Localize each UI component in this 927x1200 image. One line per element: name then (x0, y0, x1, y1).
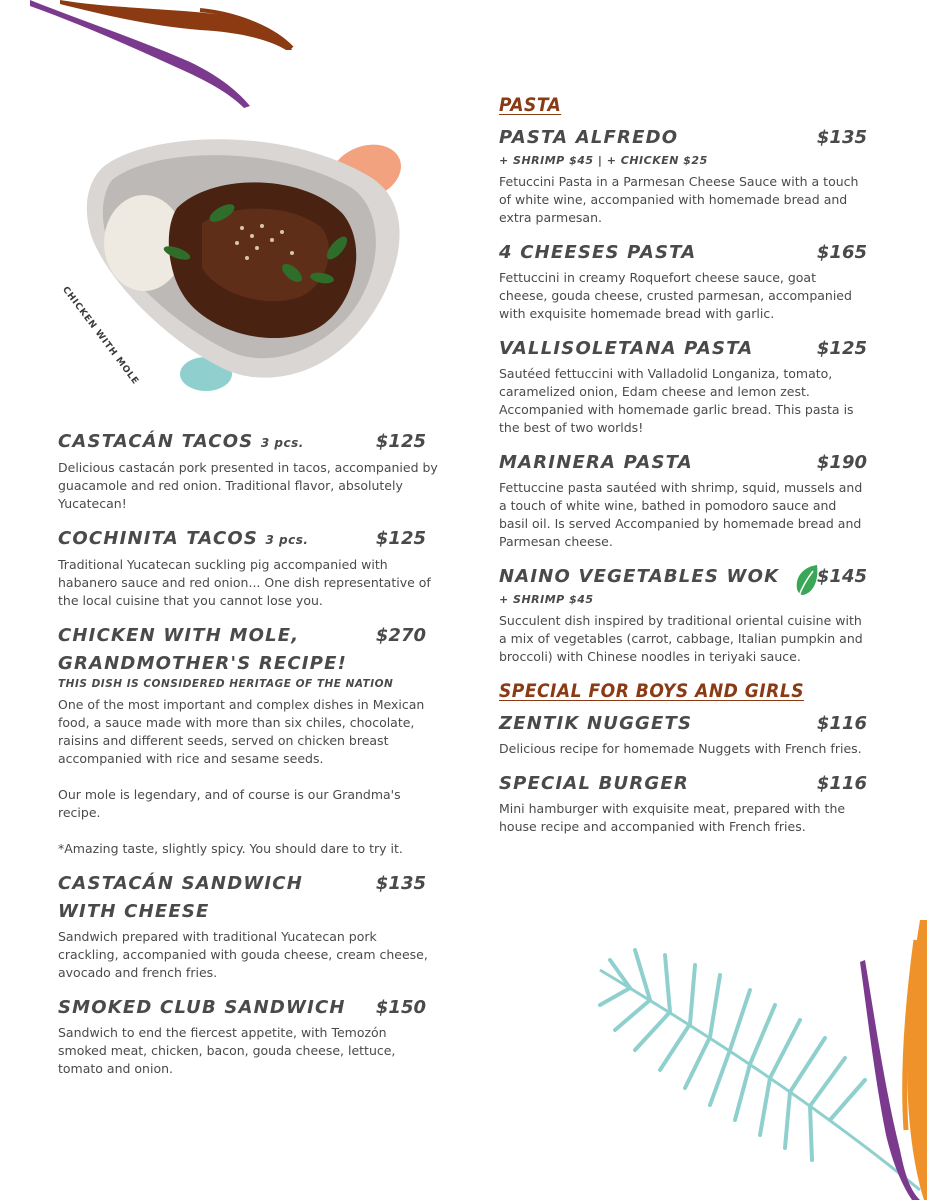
menu-item-naino-vegetables-wok (499, 563, 867, 666)
menu-item-pasta-alfredo (499, 124, 867, 227)
item-name: CASTACÁN SANDWICH WITH CHEESE (58, 873, 303, 922)
right-menu-column (499, 94, 867, 848)
item-subnote: THIS DISH IS CONSIDERED HERITAGE OF THE NATION (58, 678, 394, 690)
item-price: $125 (816, 338, 867, 359)
item-name: NAINO VEGETABLES WOK (499, 566, 780, 587)
item-description: One of the most important and complex dishes in Mexican food, a sauce made with more than six chiles, chocolate, raisins and different seeds, served on chicken breast accompanied with rice and sesame seeds. Our mole is legendary, and of course is our Grandma's recipe. *Amazing taste, slightly spicy. You should dare to try it. (58, 697, 425, 856)
mole-dish-photo (82, 128, 412, 398)
item-price: $145 (816, 566, 867, 587)
item-description: Fettuccini in creamy Roquefort cheese sauce, goat cheese, gouda cheese, crusted parmesan, accompanied with exquisite homemade bread with garlic. (499, 270, 852, 321)
section-title-kids: SPECIAL FOR BOYS AND GIRLS (499, 680, 805, 702)
item-description: Fettuccine pasta sautéed with shrimp, squid, mussels and a touch of white wine, bathed in pomodoro sauce and basil oil. Is served Accompanied by homemade bread and Parmesan cheese. (499, 480, 863, 549)
menu-item-castacan-tacos (58, 428, 438, 513)
photo-caption: CHICKEN WITH MOLE (60, 285, 141, 387)
item-description: Traditional Yucatecan suckling pig accompanied with habanero sauce and red onion... One dish representative of the local cuisine that you cannot lose you. (58, 557, 431, 608)
item-price: $150 (375, 997, 426, 1018)
item-description: Sandwich to end the fiercest appetite, with Temozón smoked meat, chicken, bacon, gouda cheese, lettuce, tomato and onion. (58, 1025, 396, 1076)
item-price: $135 (816, 127, 867, 148)
item-description: Delicious castacán pork presented in tacos, accompanied by guacamole and red onion. Traditional flavor, absolutely Yucatecan! (58, 460, 438, 511)
item-name: COCHINITA TACOS (58, 528, 259, 549)
item-description: Sandwich prepared with traditional Yucatecan pork crackling, accompanied with gouda cheese, cream cheese, avocado and french fries. (58, 929, 428, 980)
item-name: CASTACÁN TACOS (58, 431, 254, 452)
item-description: Sautéed fettuccini with Valladolid Longaniza, tomato, caramelized onion, Edam cheese and lemon zest. Accompanied with homemade garlic bread. This pasta is the best of two worlds! (499, 366, 854, 435)
item-name: PASTA ALFREDO (499, 127, 679, 148)
menu-item-4-cheeses-pasta (499, 239, 867, 323)
menu-item-cochinita-tacos (58, 525, 438, 610)
left-menu-column (58, 428, 438, 1090)
item-name: CHICKEN WITH MOLE, GRANDMOTHER'S RECIPE! (58, 625, 347, 674)
menu-item-zentik-nuggets (499, 710, 867, 758)
item-price: $125 (375, 528, 426, 549)
item-name: VALLISOLETANA PASTA (499, 338, 754, 359)
item-description: Mini hamburger with exquisite meat, prepared with the house recipe and accompanied with French fries. (499, 801, 846, 834)
item-name: SMOKED CLUB SANDWICH (58, 997, 346, 1018)
menu-item-chicken-with-mole (58, 622, 438, 858)
menu-item-smoked-club-sandwich (58, 994, 438, 1078)
item-price: $116 (816, 713, 867, 734)
item-name: SPECIAL BURGER (499, 773, 689, 794)
item-price: $116 (816, 773, 867, 794)
section-title-pasta: PASTA (499, 94, 562, 116)
brush-stroke-top-decoration (0, 0, 300, 120)
item-price: $270 (375, 625, 426, 646)
item-description: Succulent dish inspired by traditional oriental cuisine with a mix of vegetables (carrot, cabbage, Italian pumpkin and broccoli) with Chinese noodles in teriyaki sauce. (499, 613, 863, 664)
item-name: 4 CHEESES PASTA (499, 242, 697, 263)
item-description: Delicious recipe for homemade Nuggets with French fries. (499, 741, 862, 756)
item-extras: + SHRIMP $45 (499, 593, 594, 606)
menu-item-marinera-pasta (499, 449, 867, 551)
item-qty: 3 pcs. (265, 533, 309, 547)
item-price: $165 (816, 242, 867, 263)
menu-item-special-burger (499, 770, 867, 836)
menu-item-castacan-sandwich (58, 870, 438, 982)
menu-item-vallisoletana-pasta (499, 335, 867, 437)
item-price: $125 (375, 431, 426, 452)
palm-leaf-decoration (590, 920, 927, 1200)
item-name: ZENTIK NUGGETS (499, 713, 693, 734)
item-description: Fetuccini Pasta in a Parmesan Cheese Sauce with a touch of white wine, accompanied with homemade bread and extra parmesan. (499, 174, 859, 225)
item-price: $190 (816, 452, 867, 473)
item-qty: 3 pcs. (260, 436, 304, 450)
item-extras: + SHRIMP $45 | + CHICKEN $25 (499, 154, 708, 167)
item-name: MARINERA PASTA (499, 452, 693, 473)
item-price: $135 (375, 873, 426, 894)
